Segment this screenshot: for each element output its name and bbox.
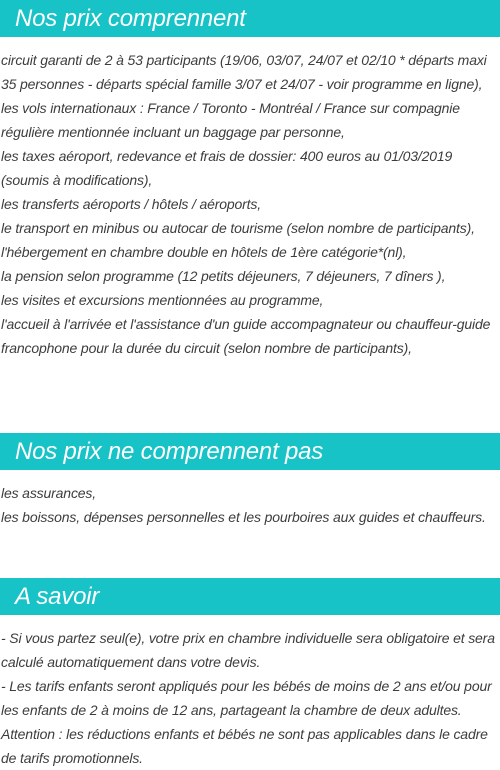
included-list: [1, 48, 499, 360]
not-included-list: [1, 481, 499, 529]
list-item: les boissons, dépenses personnelles et les pourboires aux guides et chauffeurs.: [1, 509, 486, 525]
list-item: les vols internationaux : France / Toronto - Montréal / France sur compagnie régulière mentionnée incluant un baggage par personne,: [1, 100, 460, 140]
list-item: la pension selon programme (12 petits déjeuners, 7 déjeuners, 7 dîners ),: [1, 268, 446, 284]
list-item: circuit garanti de 2 à 53 participants (19/06, 03/07, 24/07 et 02/10 * départs maxi 35 personnes - départs spécial famille 3/07 et 24/07 - voir programme en ligne),: [1, 52, 487, 92]
list-item: les assurances,: [1, 485, 97, 501]
section-title-not-included: Nos prix ne comprennent pas: [0, 433, 500, 470]
list-item: - Les tarifs enfants seront appliqués pour les bébés de moins de 2 ans et/ou pour les enfants de 2 à moins de 12 ans, partageant la chambre de deux adultes.: [1, 678, 492, 718]
list-item: les transferts aéroports / hôtels / aéroports,: [1, 196, 262, 212]
list-item: l'accueil à l'arrivée et l'assistance d'un guide accompagnateur ou chauffeur-guide francophone pour la durée du circuit (selon nombre de participants),: [1, 316, 491, 356]
section-title-good-to-know: A savoir: [0, 578, 500, 615]
list-item: les taxes aéroport, redevance et frais de dossier: 400 euros au 01/03/2019 (soumis à modifications),: [1, 148, 453, 188]
list-item: l'hébergement en chambre double en hôtels de 1ère catégorie*(nl),: [1, 244, 407, 260]
good-to-know-list: [1, 626, 499, 770]
list-item: - Si vous partez seul(e), votre prix en chambre individuelle sera obligatoire et sera calculé automatiquement dans votre devis.: [1, 630, 495, 670]
list-item: les visites et excursions mentionnées au programme,: [1, 292, 324, 308]
list-item: Attention : les réductions enfants et bébés ne sont pas applicables dans le cadre de tarifs promotionnels.: [1, 726, 488, 766]
section-title-included: Nos prix comprennent: [0, 0, 500, 37]
list-item: le transport en minibus ou autocar de tourisme (selon nombre de participants),: [1, 220, 475, 236]
